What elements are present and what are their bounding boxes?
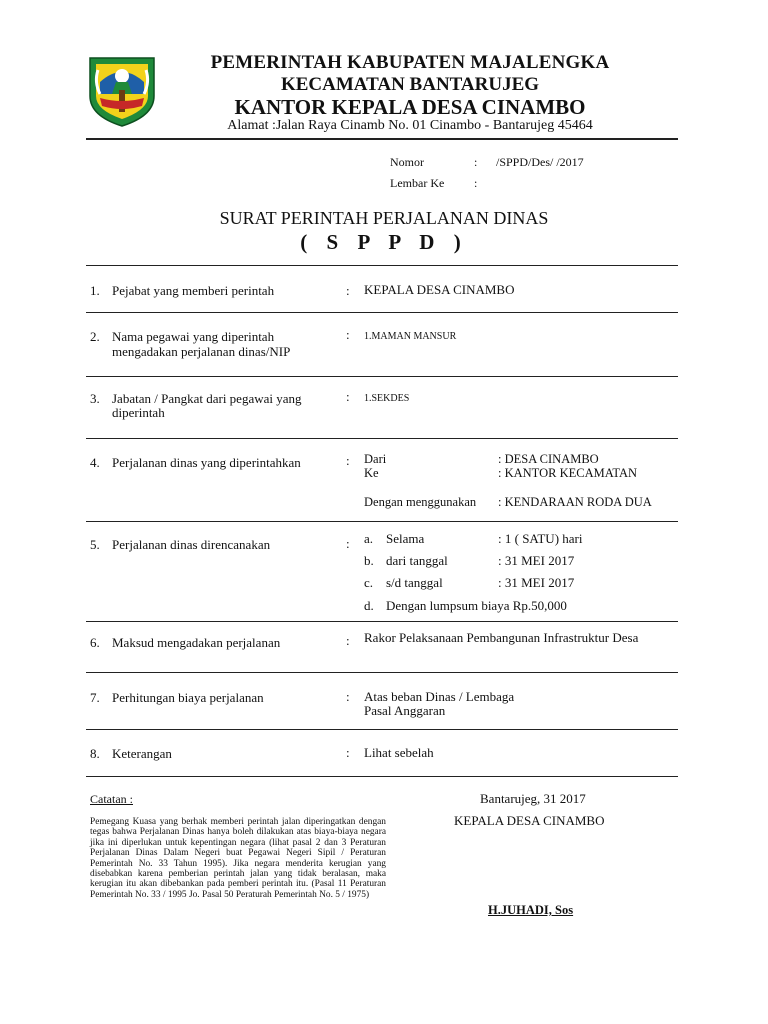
letterhead-divider [86, 138, 678, 140]
schedule-key: Selama [386, 531, 425, 546]
schedule-letter: c. [364, 575, 374, 590]
signature-name: H.JUHADI, Sos [488, 903, 574, 917]
item-colon: : [346, 283, 350, 298]
schedule-value: : 1 ( SATU) hari [498, 531, 583, 546]
letterhead-line-1: PEMERINTAH KABUPATEN MAJALENGKA [210, 52, 610, 73]
schedule-key: dari tanggal [386, 553, 448, 568]
item-label: Nama pegawai yang diperintah [112, 329, 275, 344]
schedule-value: : 31 MEI 2017 [498, 553, 575, 568]
item-value: KEPALA DESA CINAMBO [364, 282, 515, 297]
item-value: Lihat sebelah [364, 745, 434, 760]
table-rule [86, 312, 678, 313]
catatan-heading: Catatan : [90, 792, 133, 806]
letterhead-line-2: KECAMATAN BANTARUJEG [280, 74, 540, 95]
item-label: Perjalanan dinas direncanakan [112, 537, 271, 552]
item-value: Pasal Anggaran [364, 703, 446, 718]
travel-key: Dengan menggunakan [364, 495, 477, 509]
schedule-key: Dengan lumpsum biaya Rp.50,000 [386, 598, 567, 613]
letterhead-address: Alamat :Jalan Raya Cinamb No. 01 Cinambo - Bantarujeg 45464 [227, 118, 593, 133]
signature-place-date: Bantarujeg, 31 2017 [480, 791, 586, 806]
item-number: 4. [90, 455, 100, 470]
table-rule [86, 265, 678, 266]
table-rule [86, 729, 678, 730]
item-colon: : [346, 453, 350, 468]
table-rule [86, 521, 678, 522]
item-number: 5. [90, 537, 100, 552]
item-label: Perjalanan dinas yang diperintahkan [112, 455, 301, 470]
table-rule [86, 376, 678, 377]
item-colon: : [346, 327, 350, 342]
item-number: 3. [90, 391, 100, 406]
lembar-separator: : [474, 176, 478, 190]
item-number: 6. [90, 635, 100, 650]
item-colon: : [346, 745, 350, 760]
travel-key: Ke [364, 466, 379, 480]
item-label: mengadakan perjalanan dinas/NIP [112, 344, 291, 359]
item-number: 2. [90, 329, 100, 344]
item-colon: : [346, 689, 350, 704]
item-label: diperintah [112, 405, 165, 420]
item-label: Pejabat yang memberi perintah [112, 283, 275, 298]
table-rule [86, 438, 678, 439]
item-label: Keterangan [112, 746, 172, 761]
schedule-letter: d. [364, 598, 374, 613]
catatan-body: Pemegang Kuasa yang berhak memberi perintah jalan diperingatkan dengan tegas bahwa Perjalanan Dinas hanya boleh dilakukan atas biaya-biaya negara jika ini diperlukan untuk kepentingan negara (lihat pasal 2 dan 3 Peraturan Perjalanan Dinas Dalam Negeri buat Pegawai Negeri Sipil / Peraturan Pemerintah No. 33 Tahun 1995). Jika negara menderita kerugian yang disebabkan karena pemberian perintah jalan yang tidak beralasan, maka kerugian itu akan dibebankan pada pemberi perintah itu. (Pasal 11 Peraturan Pemerintah No. 33 / 1995 Jo. Pasal 50 Peraturah Pemerintah No. 5 / 1975) [90, 817, 386, 900]
item-colon: : [346, 389, 350, 404]
schedule-letter: a. [364, 531, 374, 546]
document-abbreviation: ( S P P D ) [300, 230, 468, 254]
item-value: Atas beban Dinas / Lembaga [364, 689, 515, 704]
item-number: 1. [90, 283, 100, 298]
table-rule [86, 621, 678, 622]
document-title: SURAT PERINTAH PERJALANAN DINAS [219, 208, 549, 228]
letterhead-line-3: KANTOR KEPALA DESA CINAMBO [234, 95, 586, 119]
travel-key: Dari [364, 452, 387, 466]
schedule-letter: b. [364, 553, 374, 568]
table-rule [86, 672, 678, 673]
nomor-value: /SPPD/Des/ /2017 [496, 155, 584, 169]
schedule-key: s/d tanggal [386, 575, 443, 590]
travel-value: : DESA CINAMBO [498, 452, 599, 466]
travel-value: : KENDARAAN RODA DUA [498, 495, 652, 509]
item-number: 8. [90, 746, 100, 761]
item-label: Maksud mengadakan perjalanan [112, 635, 281, 650]
item-colon: : [346, 536, 350, 551]
regency-crest-icon [86, 52, 158, 128]
item-value: Rakor Pelaksanaan Pembangunan Infrastruktur Desa [364, 630, 639, 645]
nomor-separator: : [474, 155, 478, 169]
item-value: 1.MAMAN MANSUR [364, 331, 457, 342]
schedule-value: : 31 MEI 2017 [498, 575, 575, 590]
lembar-label: Lembar Ke [390, 176, 445, 190]
item-value: 1.SEKDES [364, 393, 410, 404]
item-label: Perhitungan biaya perjalanan [112, 690, 264, 705]
travel-value: : KANTOR KECAMATAN [498, 466, 638, 480]
nomor-label: Nomor [390, 155, 424, 169]
item-label: Jabatan / Pangkat dari pegawai yang [112, 391, 302, 406]
item-number: 7. [90, 690, 100, 705]
table-rule [86, 776, 678, 777]
signature-position: KEPALA DESA CINAMBO [454, 813, 605, 828]
item-colon: : [346, 633, 350, 648]
